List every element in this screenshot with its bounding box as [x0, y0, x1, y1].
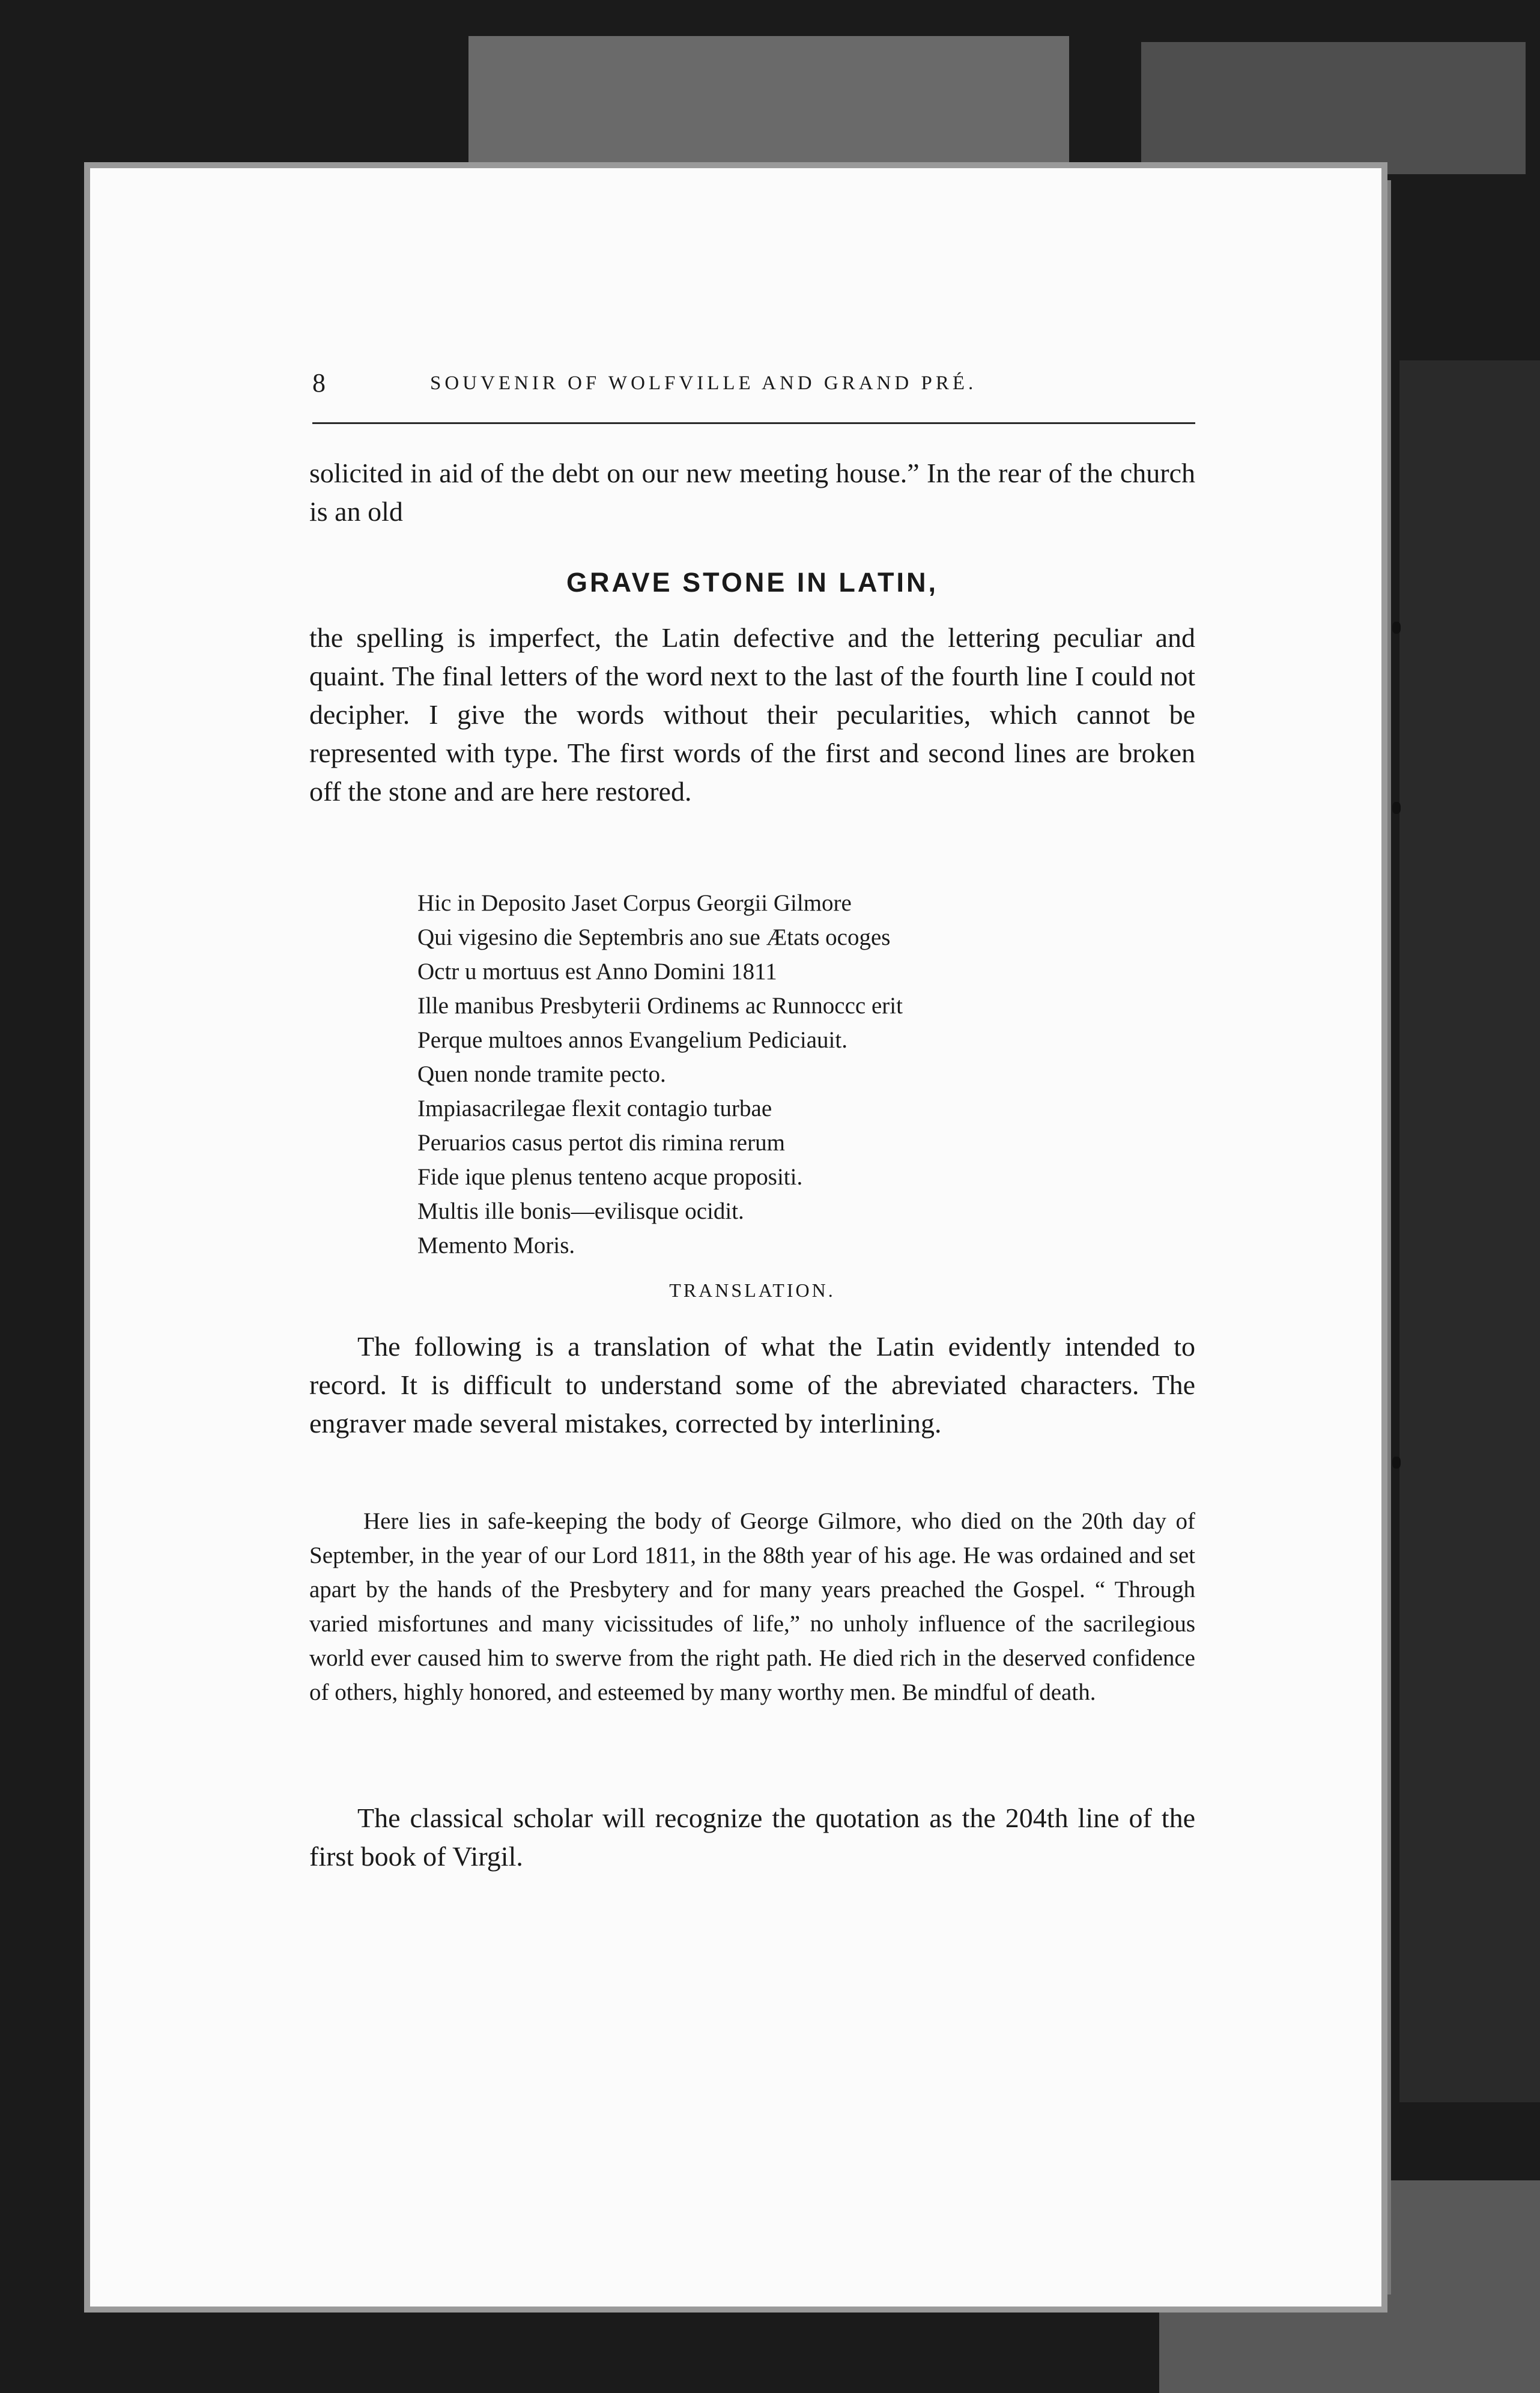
inscription-line: Hic in Deposito Jaset Corpus Georgii Gilmore	[417, 890, 852, 916]
inscription-line: Impiasacrilegae flexit contagio turbae	[417, 1096, 772, 1121]
head-rule-divider	[312, 422, 1195, 424]
inscription-line: Ille manibus Presbyterii Ordinems ac Runnoccc erit	[417, 993, 903, 1019]
translation-heading: TRANSLATION.	[669, 1279, 835, 1301]
inscription-line: Octr u mortuus est Anno Domini 1811	[417, 959, 777, 984]
inscription-line: Memento Moris.	[417, 1233, 575, 1258]
page-number: 8	[312, 368, 326, 398]
inscription-line: Perque multoes annos Evangelium Pediciauit.	[417, 1027, 847, 1053]
inscription-line: Fide ique plenus tenteno acque propositi.	[417, 1164, 803, 1190]
running-head	[312, 368, 1195, 410]
latin-inscription	[417, 886, 1192, 1263]
body-paragraph: The following is a translation of what the Latin evidently intended to record. It is difficult to understand some of the abreviated characters. The engraver made several mistakes, corrected by interlining.	[309, 1331, 1195, 1439]
body-paragraph: solicited in aid of the debt on our new meeting house.” In the rear of the church is an old	[309, 458, 1195, 527]
body-paragraph: The classical scholar will recognize the quotation as the 204th line of the first book of Virgil.	[309, 1803, 1195, 1872]
inscription-line: Peruarios casus pertot dis rimina rerum	[417, 1130, 785, 1156]
body-paragraph: the spelling is imperfect, the Latin defective and the lettering peculiar and quaint. The final letters of the word next to the last of the fourth line I could not decipher. I give the words without their pecularities, which cannot be represented with type. The first words of the first and second lines are broken off the stone and are here restored.	[309, 622, 1195, 807]
inscription-line: Multis ille bonis—evilisque ocidit.	[417, 1198, 744, 1224]
translation-text: Here lies in safe-keeping the body of George Gilmore, who died on the 20th day of September, in the year of our Lord 1811, in the 88th year of his age. He was ordained and set apart by the hands of the Presbytery and for many years preached the Gospel. “ Through varied misfortunes and many vicissitudes of life,” no unholy influence of the sacrilegious world ever caused him to swerve from the right path. He died rich in the deserved confidence of others, highly honored, and esteemed by many worthy men. Be mindful of death.	[309, 1508, 1195, 1705]
inscription-line: Quen nonde tramite pecto.	[417, 1061, 666, 1087]
inscription-line: Qui vigesino die Septembris ano sue Ætats ocoges	[417, 924, 891, 950]
running-head-title: SOUVENIR OF WOLFVILLE AND GRAND PRÉ.	[430, 372, 977, 394]
section-heading: GRAVE STONE IN LATIN,	[566, 567, 939, 598]
